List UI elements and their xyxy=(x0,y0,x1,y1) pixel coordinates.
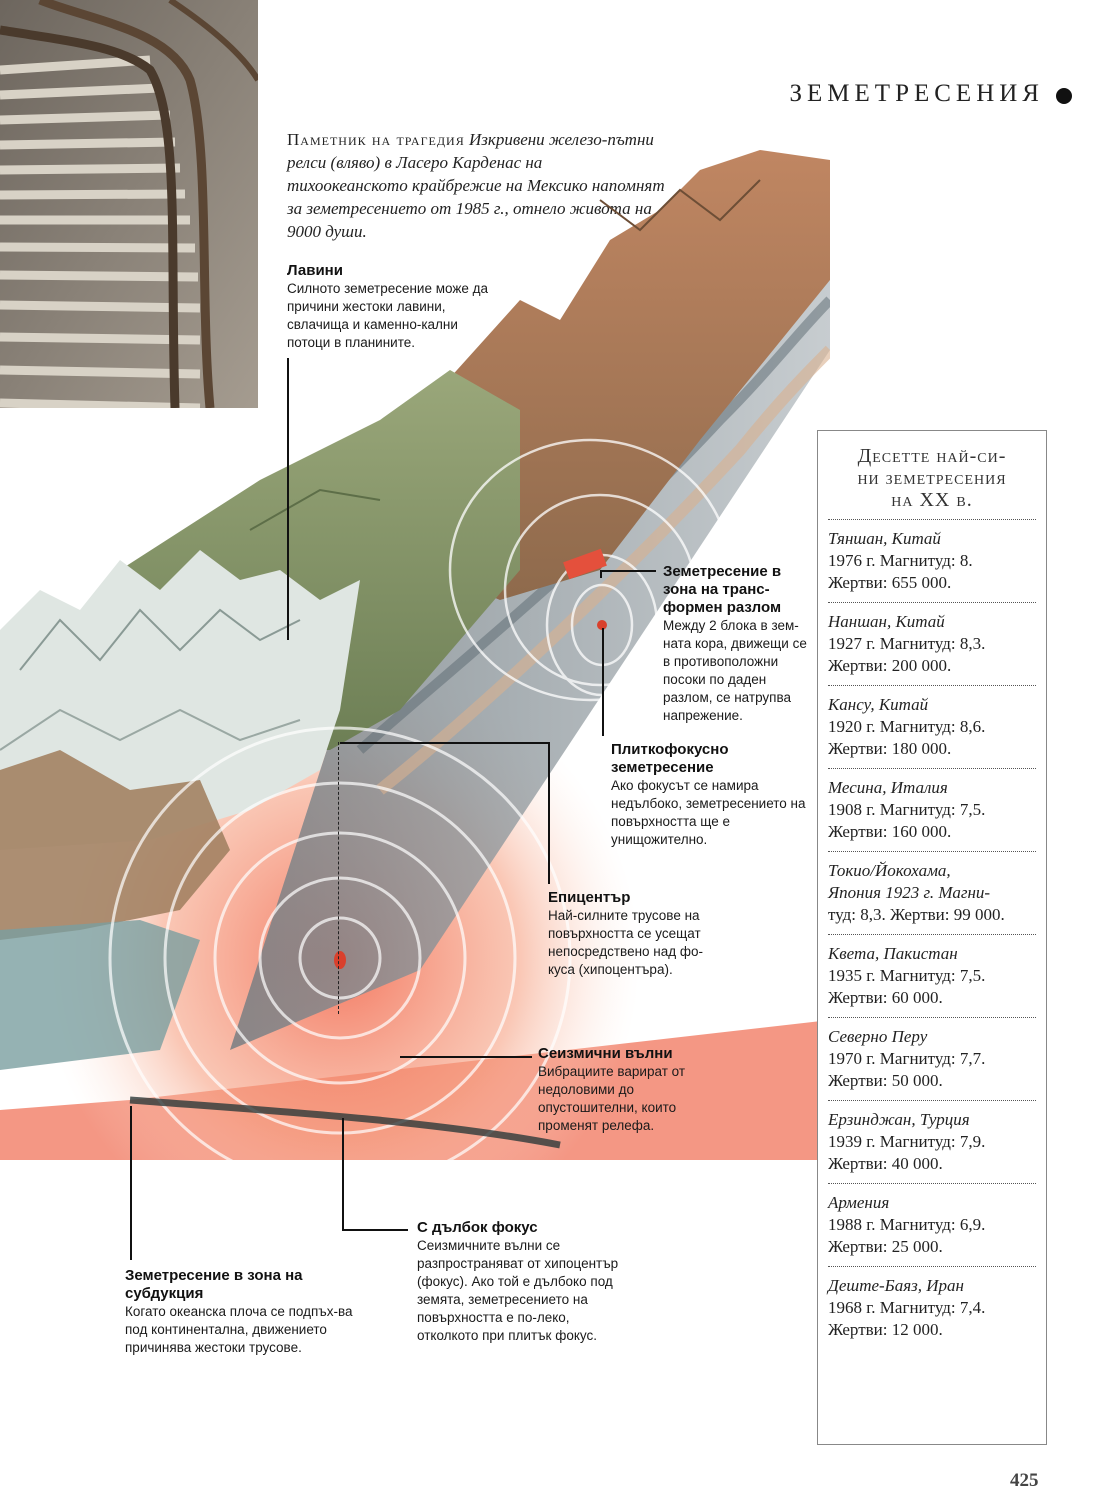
leader-subduction xyxy=(130,1106,132,1260)
entry-victims: Жертви: 200 000. xyxy=(828,656,952,675)
table-entry xyxy=(828,851,1036,934)
table-title-line3: на XX в. xyxy=(891,489,973,511)
entry-magnitude: Япония 1923 г. Магни- xyxy=(828,883,991,902)
label-transform-text: Между 2 блока в зем-ната кора, движещи се в противоположни посоки по даден разлом, се натрупва напрежение. xyxy=(663,618,807,723)
table-title-line1: Десетте най-си- xyxy=(857,445,1007,467)
entry-victims: Жертви: 12 000. xyxy=(828,1320,943,1339)
entry-magnitude: 1908 г. Магнитуд: 7,5. xyxy=(828,800,986,819)
caption-lead: Паметник на трагедия xyxy=(287,130,465,149)
label-waves-title: Сеизмични вълни xyxy=(538,1045,673,1062)
label-shallow-text: Ако фокусът се намира недълбоко, земетресението на повърхността ще е унищожително. xyxy=(611,778,806,847)
entry-place: Токио/Йокохама, xyxy=(828,861,951,880)
entry-place: Кансу, Китай xyxy=(828,695,929,714)
table-entry xyxy=(828,519,1036,602)
entry-place: Северно Перу xyxy=(828,1027,928,1046)
entry-victims: Жертви: 60 000. xyxy=(828,988,943,1007)
entry-victims: Жертви: 50 000. xyxy=(828,1071,943,1090)
table-title xyxy=(818,431,1046,519)
label-seismic-waves xyxy=(538,1045,693,1135)
leader-deep-h xyxy=(342,1229,408,1231)
table-entry xyxy=(828,1100,1036,1183)
leader-deep-v xyxy=(342,1118,344,1230)
label-waves-text: Вибрациите варират от недоловими до опустошителни, които променят релефа. xyxy=(538,1064,686,1133)
table-entry xyxy=(828,1266,1036,1349)
label-avalanches-title: Лавини xyxy=(287,262,343,279)
entry-victims: туд: 8,3. Жертви: 99 000. xyxy=(828,905,1005,924)
label-deep-text: Сеизмичните вълни се разпространяват от хипоцентър (фокус). Ако той е дълбоко под земята, земетресението на повърхността е по-леко, отколкото при плитък фокус. xyxy=(417,1238,619,1343)
entry-victims: Жертви: 40 000. xyxy=(828,1154,943,1173)
leader-epicenter-v xyxy=(548,742,550,884)
entry-victims: Жертви: 25 000. xyxy=(828,1237,943,1256)
leader-transform-h xyxy=(600,570,656,572)
label-epicenter-title: Епицентър xyxy=(548,889,631,906)
section-title: ЗЕМЕТРЕСЕНИЯ xyxy=(789,80,1044,107)
leader-epicenter-h xyxy=(340,742,548,744)
label-deep-title: С дълбок фокус xyxy=(417,1219,538,1236)
entry-place: Наншан, Китай xyxy=(828,612,945,631)
leader-shallow xyxy=(602,628,604,736)
label-avalanches-text: Силното земетресение може да причини жестоки лавини, свлачища и каменно-кални потоци в планините. xyxy=(287,281,489,350)
table-entry xyxy=(828,934,1036,1017)
leader-avalanches xyxy=(287,358,289,640)
caption-text: Изкривени железо-пътни релси (вляво) в Ласеро Карденас на тихоокеанското крайбрежие на Мексико напомнят за земетресението от 1985 г., отнело живота на 9000 души. xyxy=(287,130,665,241)
entry-magnitude: 1976 г. Магнитуд: 8. xyxy=(828,551,973,570)
title-bullet xyxy=(1056,88,1072,104)
label-subduction xyxy=(125,1267,370,1357)
label-avalanches xyxy=(287,262,502,352)
label-deep-focus xyxy=(417,1219,622,1345)
label-shallow-title: Плиткофокусно земетресение xyxy=(611,741,729,776)
entry-magnitude: 1939 г. Магнитуд: 7,9. xyxy=(828,1132,986,1151)
table-entry xyxy=(828,685,1036,768)
table-entry xyxy=(828,768,1036,851)
leader-epicenter-dashed xyxy=(338,742,339,1014)
entry-magnitude: 1927 г. Магнитуд: 8,3. xyxy=(828,634,986,653)
entry-victims: Жертви: 180 000. xyxy=(828,739,952,758)
label-transform-title: Земетресение в зона на транс-формен разлом xyxy=(663,563,782,616)
entry-place: Армения xyxy=(828,1193,890,1212)
table-entry xyxy=(828,1017,1036,1100)
entry-place: Месина, Италия xyxy=(828,778,948,797)
table-entry xyxy=(828,602,1036,685)
leader-transform-v xyxy=(600,570,602,578)
entry-place: Деште-Баяз, Иран xyxy=(828,1276,964,1295)
entry-magnitude: 1920 г. Магнитуд: 8,6. xyxy=(828,717,986,736)
label-epicenter xyxy=(548,889,723,979)
entry-magnitude: 1935 г. Магнитуд: 7,5. xyxy=(828,966,986,985)
entry-victims: Жертви: 655 000. xyxy=(828,573,952,592)
leader-waves xyxy=(400,1056,532,1058)
label-epicenter-text: Най-силните трусове на повърхността се усещат непосредствено над фо-куса (хипоцентъра). xyxy=(548,908,704,977)
entry-magnitude: 1988 г. Магнитуд: 6,9. xyxy=(828,1215,986,1234)
entry-victims: Жертви: 160 000. xyxy=(828,822,952,841)
page-number: 425 xyxy=(1010,1470,1039,1491)
table-title-line2: ни земетресения xyxy=(857,467,1007,489)
entry-place: Тяншан, Китай xyxy=(828,529,941,548)
entry-magnitude: 1970 г. Магнитуд: 7,7. xyxy=(828,1049,986,1068)
entry-place: Ерзинджан, Турция xyxy=(828,1110,970,1129)
entry-place: Квета, Пакистан xyxy=(828,944,958,963)
label-transform-fault xyxy=(663,563,815,725)
label-shallow-focus xyxy=(611,741,811,849)
label-subduction-text: Когато океанска плоча се подпъх-ва под континентална, движението причинява жестоки трусове. xyxy=(125,1304,353,1355)
table-entry xyxy=(828,1183,1036,1266)
entry-magnitude: 1968 г. Магнитуд: 7,4. xyxy=(828,1298,986,1317)
label-subduction-title: Земетресение в зона на субдукция xyxy=(125,1267,303,1302)
top-earthquakes-table xyxy=(817,430,1047,1445)
